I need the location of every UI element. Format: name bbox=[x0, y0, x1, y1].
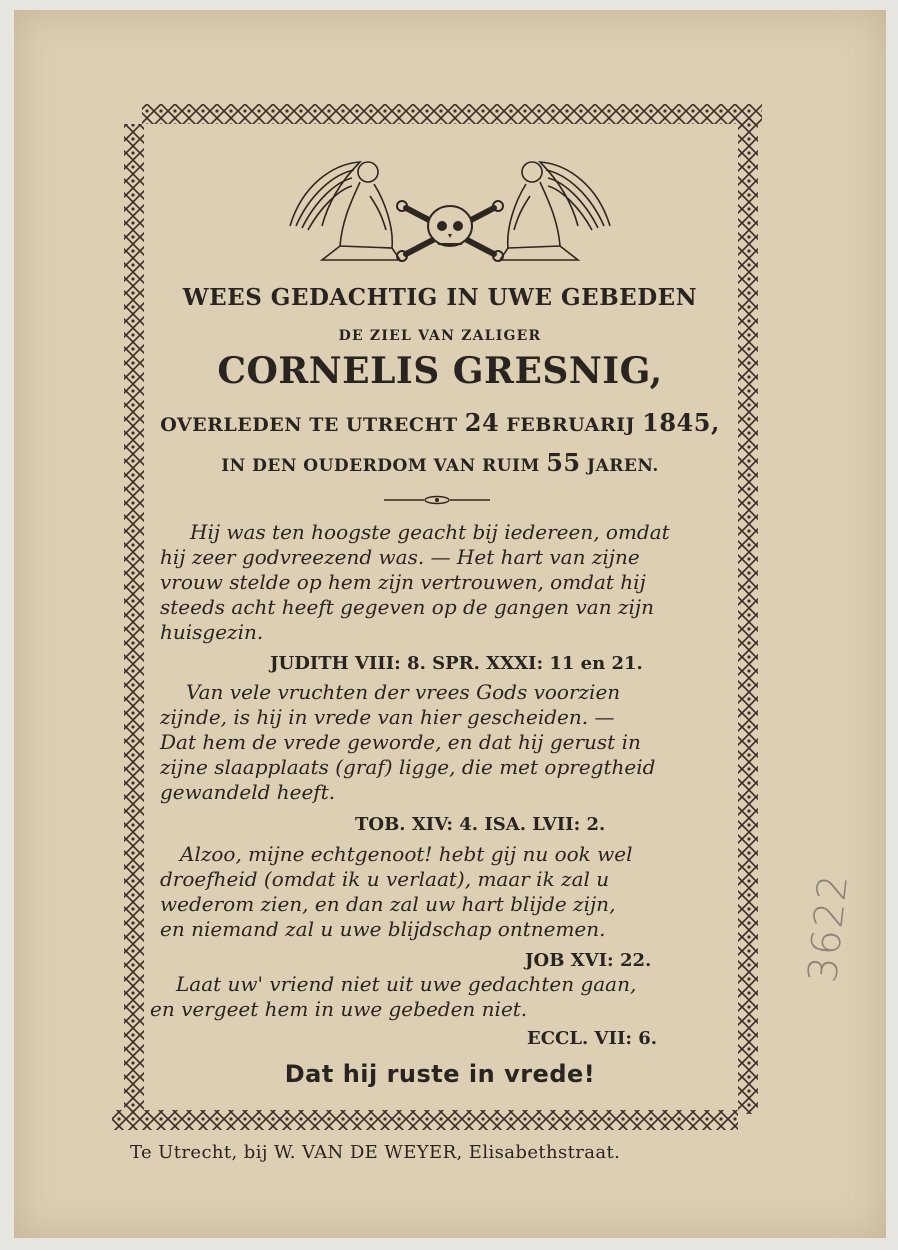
verse-line: Dat hem de vrede geworde, en dat hij gerust in bbox=[160, 730, 641, 754]
prayer-heading: WEES GEDACHTIG IN UWE GEBEDEN bbox=[182, 284, 698, 311]
angels-skull-crossbones-icon bbox=[282, 156, 618, 268]
verse-line: Van vele vruchten der vrees Gods voorzien bbox=[186, 680, 621, 704]
verse-line: Laat uw' vriend niet uit uwe gedachten gaan, bbox=[176, 972, 637, 996]
age-number: 55 bbox=[546, 448, 581, 477]
verse-line: wederom zien, en dan zal uw hart blijde zijn, bbox=[160, 892, 616, 916]
closing-line: Dat hij ruste in vrede! bbox=[284, 1060, 596, 1088]
deceased-name: CORNELIS GRESNIG, bbox=[217, 350, 663, 392]
age-years-text: JAREN. bbox=[587, 456, 659, 476]
verse-line: zijne slaapplaats (graf) ligge, die met opregtheid bbox=[160, 755, 656, 779]
handwritten-archive-number: 3622 bbox=[800, 870, 858, 985]
verse-2-reference: TOB. XIV: 4. ISA. LVII: 2. bbox=[355, 814, 606, 835]
age-line bbox=[112, 448, 768, 477]
verse-line: Alzoo, mijne echtgenoot! hebt gij nu ook wel bbox=[180, 842, 633, 866]
verse-1 bbox=[160, 520, 720, 645]
verse-1-reference: JUDITH VIII: 8. SPR. XXXI: 11 en 21. bbox=[270, 653, 643, 674]
verse-4 bbox=[150, 972, 710, 1022]
verse-3 bbox=[160, 842, 720, 942]
death-month: FEBRUARIJ bbox=[506, 414, 636, 436]
ornamental-rule-icon bbox=[384, 490, 490, 500]
verse-line: Hij was ten hoogste geacht bij iedereen, omdat bbox=[190, 520, 670, 544]
verse-line: en niemand zal u uwe blijdschap ontnemen. bbox=[160, 917, 606, 941]
verse-2 bbox=[160, 680, 720, 805]
verse-line: en vergeet hem in uwe gebeden niet. bbox=[150, 997, 528, 1021]
verse-line: gewandeld heeft. bbox=[160, 780, 336, 804]
verse-3-reference: JOB XVI: 22. bbox=[525, 950, 652, 971]
verse-4-reference: ECCL. VII: 6. bbox=[527, 1028, 658, 1049]
death-year: 1845, bbox=[642, 408, 720, 437]
verse-line: zijnde, is hij in vrede van hier gescheiden. — bbox=[160, 705, 615, 729]
verse-line: hij zeer godvreezend was. — Het hart van zijne bbox=[160, 545, 640, 569]
verse-line: huisgezin. bbox=[160, 620, 264, 644]
death-place-text: OVERLEDEN TE UTRECHT bbox=[160, 414, 458, 436]
printer-footer: Te Utrecht, bij W. VAN DE WEYER, Elisabethstraat. bbox=[130, 1142, 621, 1163]
age-text: IN DEN OUDERDOM VAN RUIM bbox=[221, 456, 540, 476]
soul-of-late-line: DE ZIEL VAN ZALIGER bbox=[338, 328, 542, 344]
verse-line: steeds acht heeft gegeven op de gangen van zijn bbox=[160, 595, 654, 619]
verse-line: droefheid (omdat ik u verlaat), maar ik zal u bbox=[160, 867, 610, 891]
verse-line: vrouw stelde op hem zijn vertrouwen, omdat hij bbox=[160, 570, 646, 594]
death-day: 24 bbox=[464, 408, 500, 437]
death-line bbox=[112, 408, 768, 437]
